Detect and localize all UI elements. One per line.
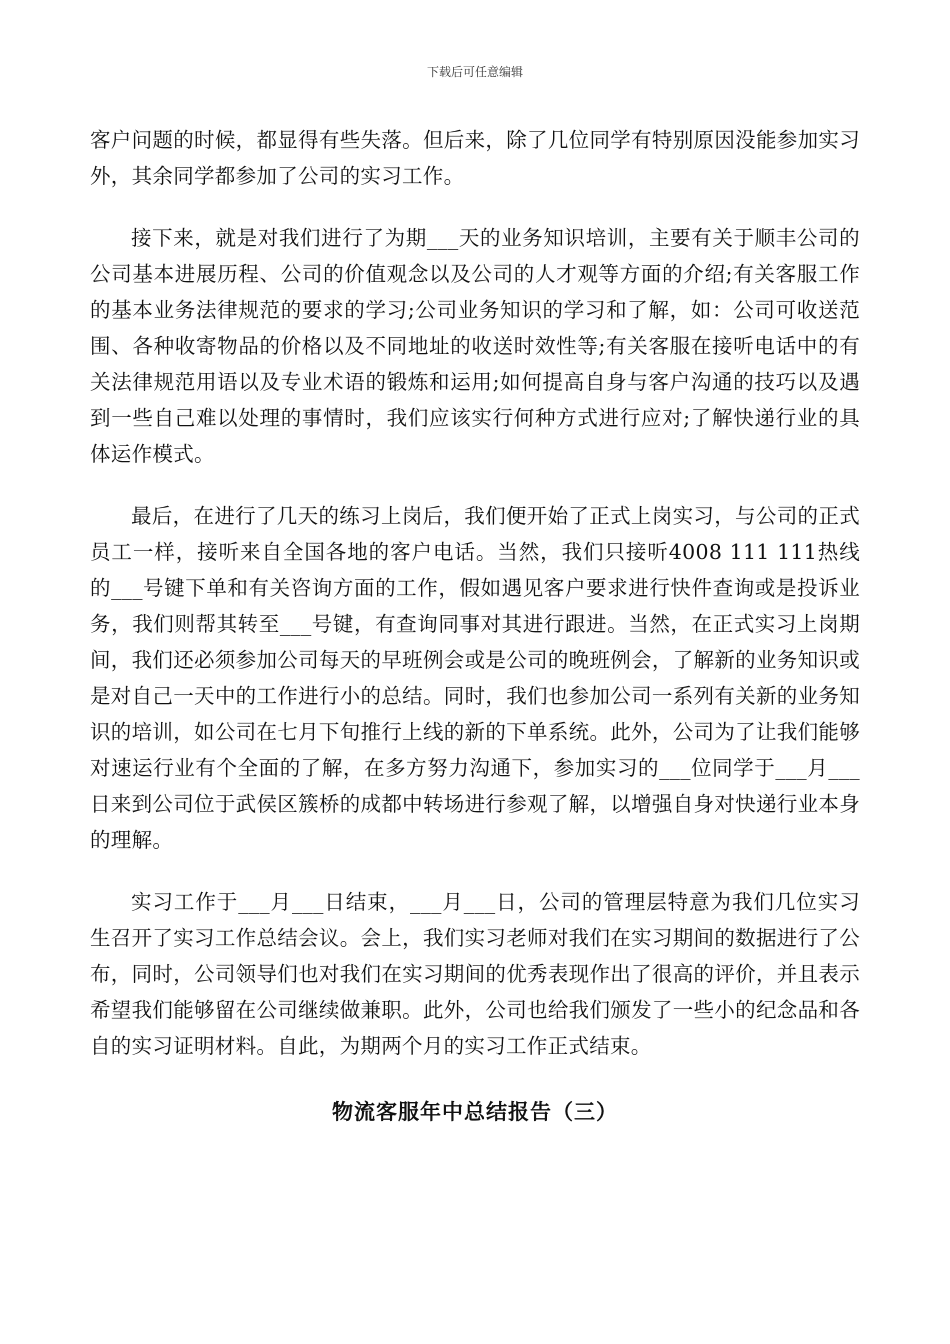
page-header: 下载后可任意编辑: [426, 65, 523, 79]
paragraph-training: 接下来，就是对我们进行了为期___天的业务知识培训，主要有关于顺丰公司的公司基本进展历程、公司的价值观念以及公司的人才观等方面的介绍;有关客服工作的基本业务法律规范的要求的学习;公司业务知识的学习和了解，如：公司可收送范围、各种收寄物品的价格以及不同地址的收送时效性等;有关客服在接听电话中的有关法律规范用语以及专业术语的锻炼和运用;如何提高自身与客户沟通的技巧以及遇到一些自己难以处理的事情时，我们应该实行何种方式进行应对;了解快递行业的具体运作模式。: [90, 226, 860, 466]
paragraph-internship-end: 实习工作于___月___日结束，___月___日，公司的管理层特意为我们几位实习生召开了实习工作总结会议。会上，我们实习老师对我们在实习期间的数据进行了公布，同时，公司领导们也对我们在实习期间的优秀表现作出了很高的评价，并且表示希望我们能够留在公司继续做兼职。此外，公司也给我们颁发了一些小的纪念品和各自的实习证明材料。自此，为期两个月的实习工作正式结束。: [90, 890, 860, 1058]
paragraph-continuation: 客户问题的时候，都显得有些失落。但后来，除了几位同学有特别原因没能参加实习外，其余同学都参加了公司的实习工作。: [90, 128, 860, 188]
paragraph-internship-work: 最后，在进行了几天的练习上岗后，我们便开始了正式上岗实习，与公司的正式员工一样，接听来自全国各地的客户电话。当然，我们只接听4008 111 111热线的___号键下单和有关咨询方面的工作，假如遇见客户要求进行快件查询或是投诉业务，我们则帮其转至___号键，有查询同事对其进行跟进。当然，在正式实习上岗期间，我们还必须参加公司每天的早班例会或是公司的晚班例会，了解新的业务知识或是对自己一天中的工作进行小的总结。同时，我们也参加公司一系列有关新的业务知识的培训，如公司在七月下旬推行上线的新的下单系统。此外，公司为了让我们能够对速运行业有个全面的了解，在多方努力沟通下，参加实习的___位同学于___月___日来到公司位于武侯区簇桥的成都中转场进行参观了解，以增强自身对快递行业本身的理解。: [90, 504, 860, 852]
section-heading: 物流客服年中总结报告（三）: [332, 1099, 618, 1124]
document-body: [90, 122, 860, 1130]
